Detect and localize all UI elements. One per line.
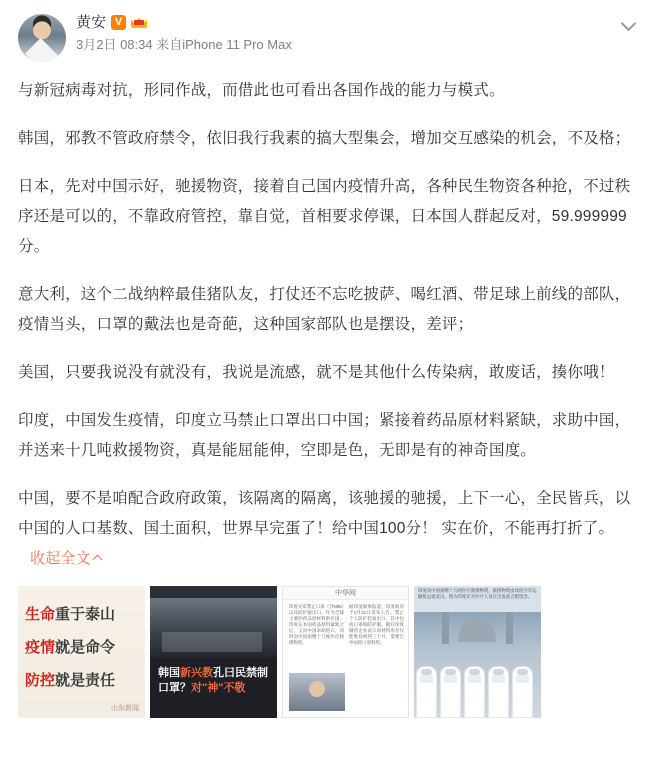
collapse-label: 收起全文: [30, 550, 91, 567]
post-image-article-white-screenshot[interactable]: [282, 586, 409, 718]
person-in-protective-suit: [416, 666, 437, 718]
post-image-news-dark-screenshot[interactable]: [150, 586, 277, 718]
post-image-gallery: [18, 586, 638, 718]
poster-line1-red: 生命: [25, 606, 56, 623]
post-timestamp-row: [76, 37, 638, 53]
post-paragraph: 意大利，这个二战纳粹最佳猪队友，打仗还不忘吃披萨、喝红酒、带足球上前线的部队，疫情当头，口罩的戴法也是奇葩，这种国家部队也是摆设，差评；: [18, 286, 631, 333]
person-in-protective-suit: [464, 666, 485, 718]
post-body: [18, 76, 638, 574]
post-image-propaganda-poster[interactable]: [18, 586, 145, 718]
hospital-building-icon: [414, 612, 541, 718]
post-paragraph-text: 中国，要不是咱配合政府政策，该隔离的隔离，该驰援的驰援，上下一心，全民皆兵，以中国的人口基数、国土面积，世界早完蛋了！给中国100分！ 实在价，不能再打折了。: [18, 490, 631, 537]
poster-line1-dark: 重于泰山: [55, 606, 116, 623]
collapse-text-button[interactable]: [30, 550, 102, 567]
poster-line2-dark: 就是命令: [55, 639, 116, 656]
post-paragraph: 印度，中国发生疫情，印度立马禁止口罩出口中国；紧接着药品原材料紧缺，求助中国，并送来十几吨救援物资，真是能屈能伸，空即是色，无即是有的神奇国度。: [18, 412, 631, 459]
article-nav-title: 中华网: [283, 587, 408, 600]
news-photo: [150, 598, 277, 658]
post-paragraph: 韩国，邪教不管政府禁令，依旧我行我素的搞大型集会，增加交互感染的机会，不及格；: [18, 130, 631, 147]
photo-caption: 印度向中国捐赠十几吨医疗救援物资，救援物资由印度空军运输机运抵武汉。图为印度军方医疗人员在出发前合影留念。: [418, 588, 537, 599]
news-topbar: [150, 586, 277, 598]
person-in-protective-suit: [440, 666, 461, 718]
author-row: [76, 15, 638, 30]
caret-up-icon: [94, 554, 102, 562]
poster-line2-red: 疫情: [25, 639, 56, 656]
author-name[interactable]: 黄安: [76, 14, 107, 31]
news-headline-after: 孔曰民禁制口罩？: [158, 667, 268, 694]
verified-badge-icon[interactable]: V: [111, 15, 126, 30]
poster-line3-red: 防控: [25, 672, 56, 689]
chevron-down-icon[interactable]: [622, 16, 636, 30]
news-headline-before: 韩国: [158, 667, 180, 679]
post-paragraph-last: [18, 484, 638, 574]
person-in-protective-suit: [488, 666, 509, 718]
news-headline-tail: 对"神"不敬: [191, 682, 246, 694]
press-conference-photo: [289, 673, 345, 711]
people-row: [414, 656, 541, 718]
post-source[interactable]: 来自iPhone 11 Pro Max: [156, 37, 292, 52]
poster-line3-dark: 就是责任: [55, 672, 116, 689]
post-timestamp[interactable]: 3月2日 08:34: [76, 37, 153, 52]
post-paragraph: 日本，先对中国示好，驰援物资，接着自己国内疫情升高，各种民生物资各种抢，不过秩序还是可以的，不靠政府管控，靠自觉，首相要求停课，日本国人群起反对，59.999999分。: [18, 178, 631, 255]
article-column-right: 据印度媒体报道，印度政府于1月31日发布公告，禁止个人防护装备出口，其中包括口罩和防护服。随后印度制药企业表示原材料库存仅能维持两到三个月，需要自中国进口原料药。: [349, 604, 404, 645]
post-paragraph: 美国，只要我说没有就没有，我说是流感，就不是其他什么传染病，敢废话，揍你哦！: [18, 364, 615, 381]
post-meta: [76, 14, 638, 53]
post-image-medical-workers-photo[interactable]: [414, 586, 541, 718]
crown-badge-icon[interactable]: [131, 15, 147, 30]
avatar[interactable]: [18, 14, 66, 62]
post-paragraph: 与新冠病毒对抗，形同作战，而借此也可看出各国作战的能力与模式。: [18, 82, 505, 99]
post-header: [18, 14, 638, 62]
poster-footer-logo: 山东新闻: [111, 705, 139, 712]
article-column-left: 印度宣布禁止口罩（含N95）以及防护服出口。作为全球主要的药品原材料供应国，印度在本国药品原料紧缺之后，又向中国求助进口，同时向中国捐赠十几吨医疗救援物资。: [289, 604, 344, 645]
news-headline-mark: 新兴教: [180, 667, 213, 679]
person-in-protective-suit: [512, 666, 533, 718]
